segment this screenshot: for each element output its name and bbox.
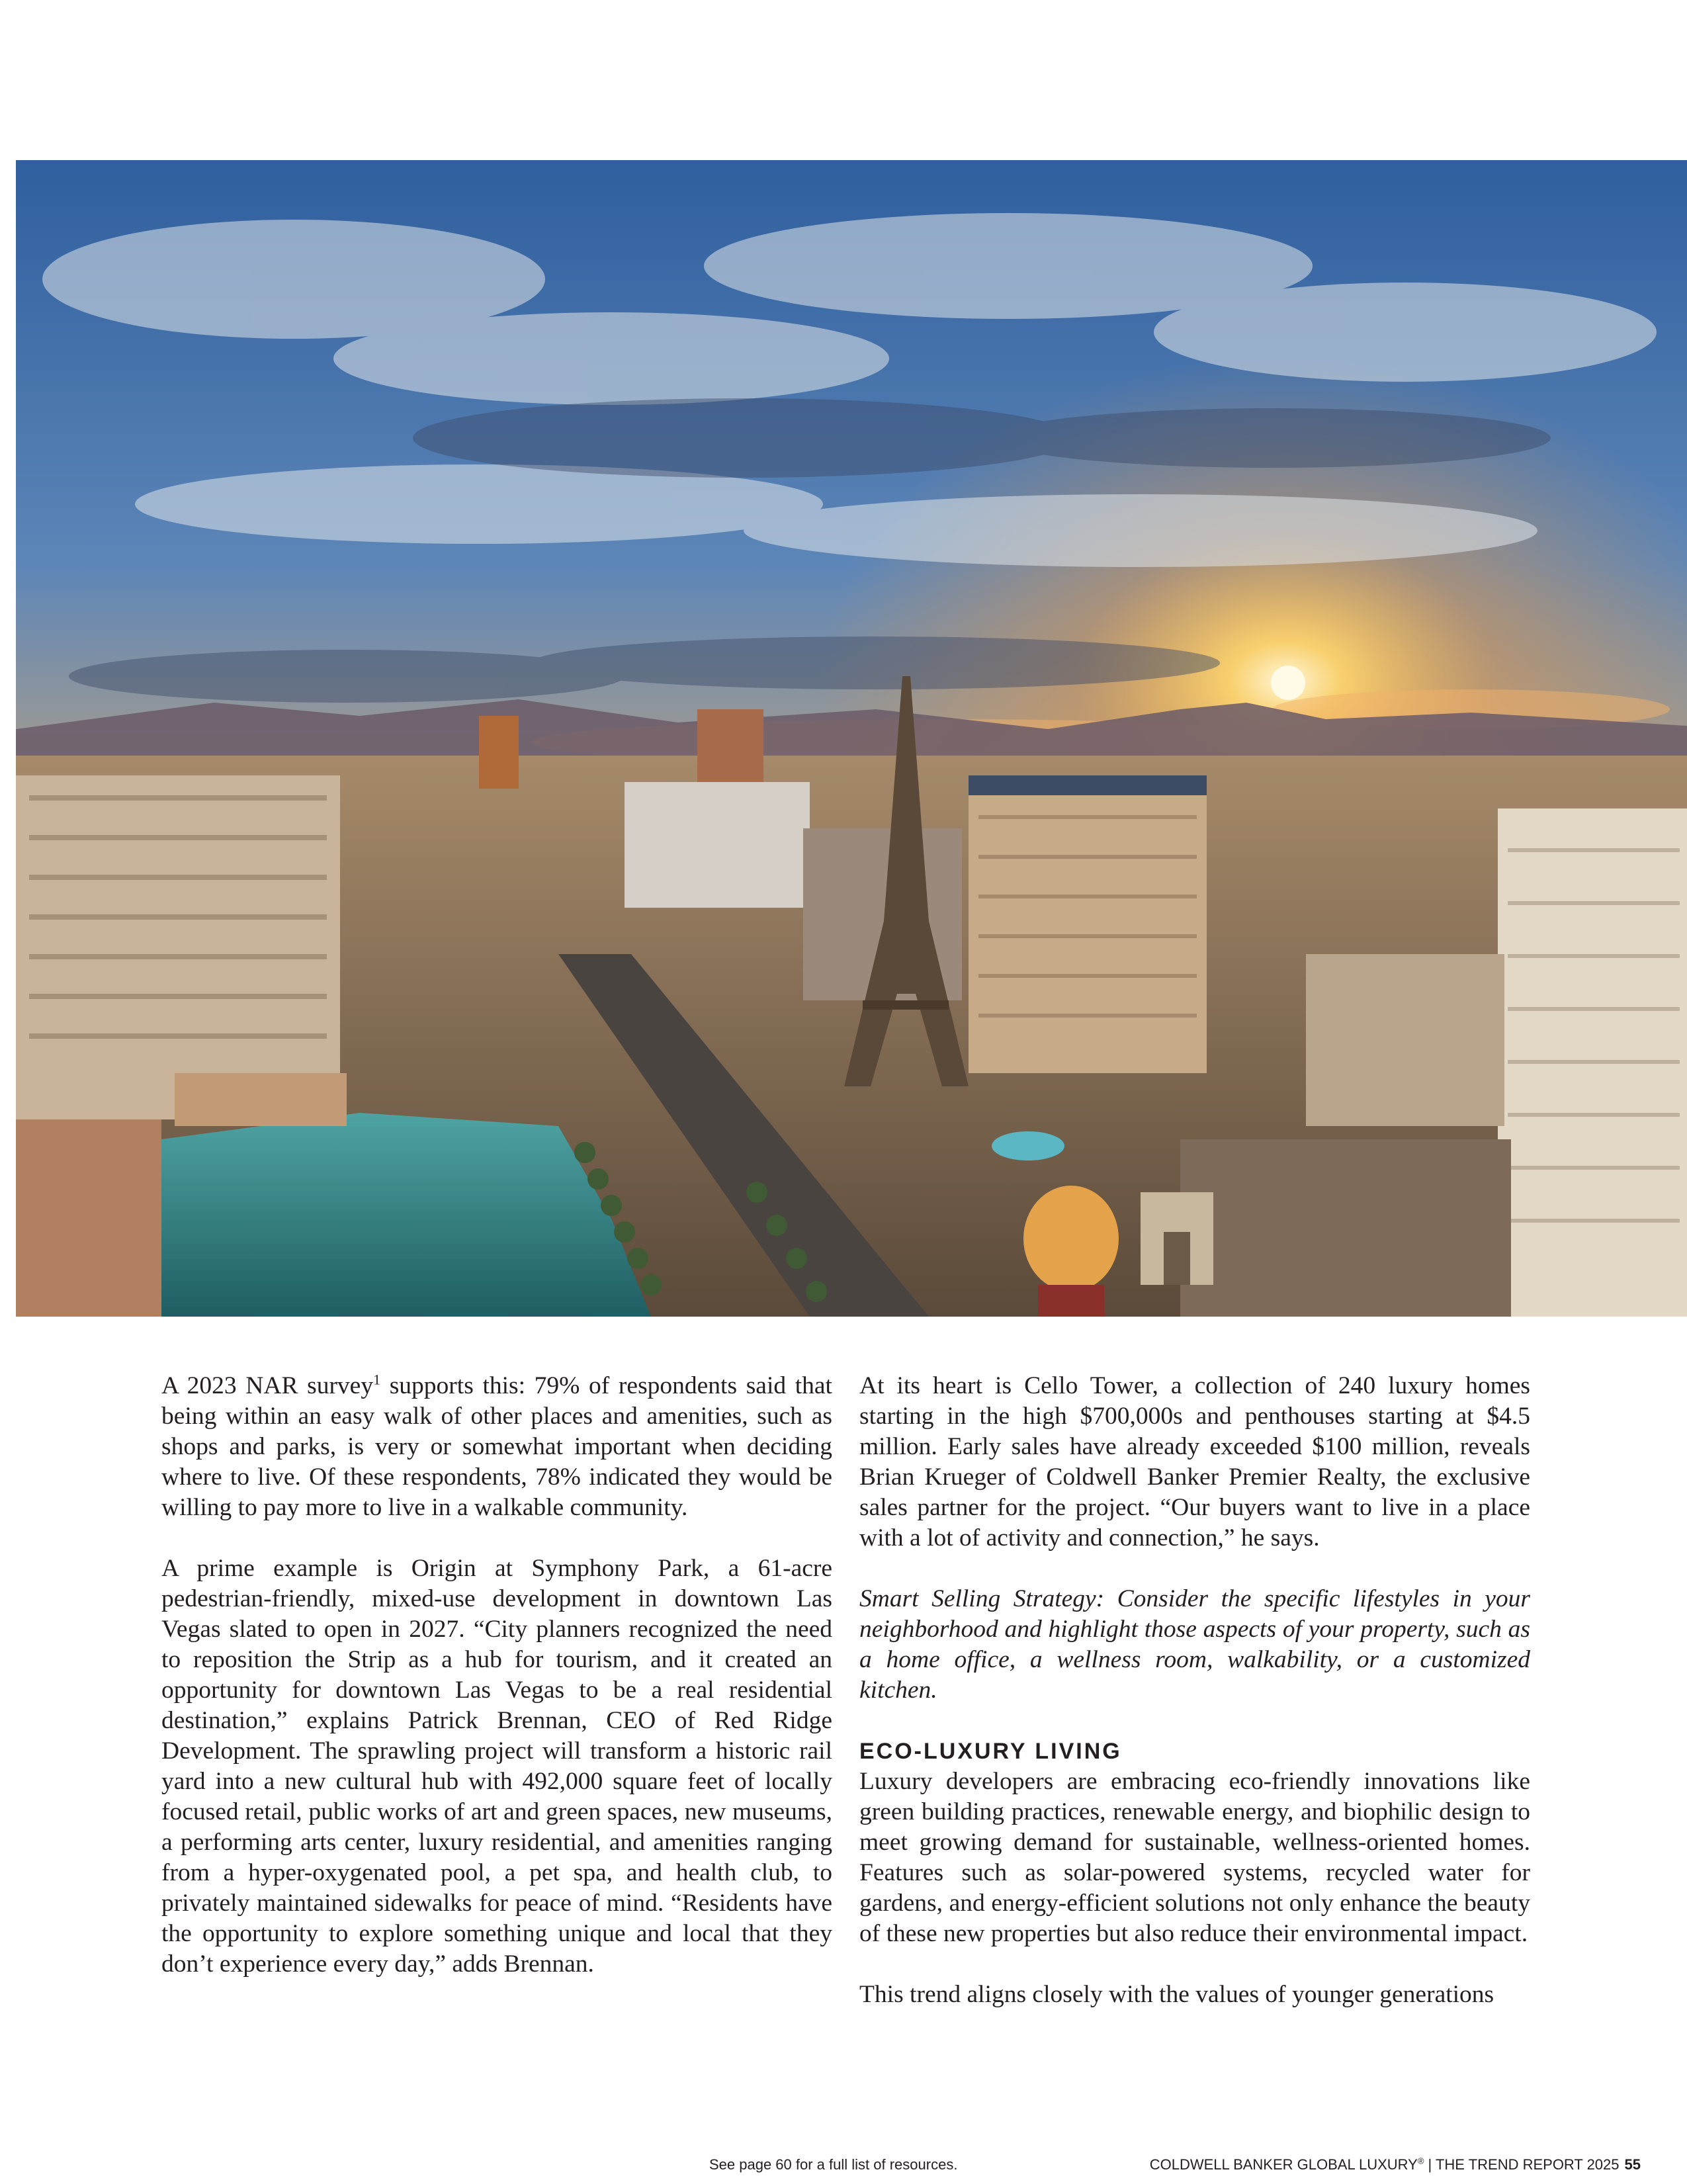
left-column <box>161 1371 832 2010</box>
section-heading-eco-luxury: ECO-LUXURY LIVING <box>859 1739 1122 1764</box>
paragraph-origin-symphony-park: A prime example is Origin at Symphony Park, a 61-acre pedestrian-friendly, mixed-use development in downtown Las Vegas slated to open in 2027. “City planners recognized the need to reposition the Strip as a hub for tourism, and it created an opportunity for downtown Las Vegas to be a real residential destination,” explains Patrick Brennan, CEO of Red Ridge Development. The sprawling project will transform a historic rail yard into a new cultural hub with 492,000 square feet of locally focused retail, public works of art and green spaces, new museums, a performing arts center, luxury residential, and amenities ranging from a hyper-oxygenated pool, a pet spa, and health club, to privately maintained sidewalks for peace of mind. “Residents have the opportunity to explore something unique and local that they don’t experience every day,” adds Brennan. <box>161 1555 832 1978</box>
right-column <box>859 1371 1530 2040</box>
page-number: 55 <box>1624 2156 1641 2173</box>
smart-selling-strategy-tip: Smart Selling Strategy: Consider the specific lifestyles in your neighborhood and highlight those aspects of your property, such as a home office, a wellness room, walkability, or a customized kitchen. <box>859 1585 1530 1704</box>
footer-resources-note: See page 60 for a full list of resources. <box>709 2156 958 2173</box>
footer-report-title: | THE TREND REPORT 2025 <box>1424 2156 1620 2173</box>
paragraph-nar-survey: A 2023 NAR survey$^1$ supports this: 79% of respondents said that being within an easy walk of other places and amenities, such as shops and parks, is very or somewhat important when deciding where to live. Of these respondents, 78% indicated they would be willing to pay more to live in a walkable community. <box>161 1371 832 1521</box>
las-vegas-strip-illustration <box>16 160 1687 1317</box>
paragraph-cello-tower: At its heart is Cello Tower, a collection of 240 luxury homes starting in the high $700,000s and penthouses starting at $4.5 million. Early sales have already exceeded $100 million, reveals Brian Krueger of Coldwell Banker Premier Realty, the exclusive sales partner for the project. “Our buyers want to live in a place with a lot of activity and connection,” he says. <box>859 1372 1530 1551</box>
footnote-marker[interactable]: 1 <box>373 1371 381 1388</box>
paragraph-eco-luxury: Luxury developers are embracing eco-friendly innovations like green building practices, renewable energy, and biophilic design to meet growing demand for sustainable, wellness-oriented homes. Features such as solar-powered systems, recycled water for gardens, and energy-efficient solutions not only enhance the beauty of these new properties but also reduce their environmental impact. <box>859 1768 1530 1947</box>
footer-brand-name: COLDWELL BANKER GLOBAL LUXURY <box>1149 2156 1418 2173</box>
hero-photo <box>16 160 1687 1317</box>
paragraph-younger-generations: This trend aligns closely with the values of younger generations <box>859 1981 1494 2008</box>
footer-brand-line <box>1150 2156 1641 2173</box>
registered-mark: ® <box>1417 2156 1424 2166</box>
